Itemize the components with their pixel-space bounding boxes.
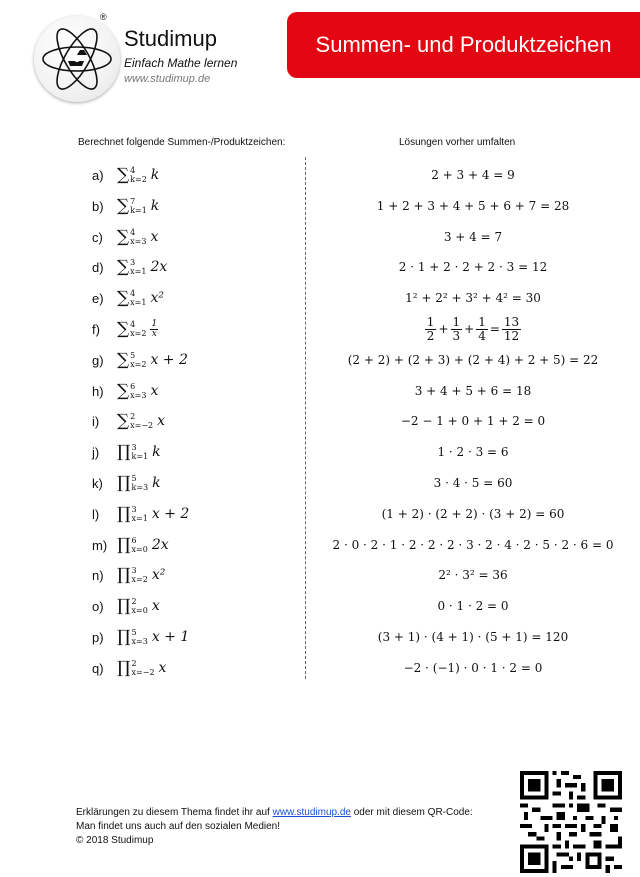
solution-item <box>308 531 638 559</box>
index-limits <box>132 505 148 523</box>
lower-limit: x=3 <box>131 637 148 646</box>
upper-limit: 6 <box>130 382 136 391</box>
solution-text: 3 · 4 · 5 = 60 <box>433 476 513 490</box>
summand-term: k <box>150 167 160 183</box>
solution-fraction <box>476 316 488 343</box>
exercise-item <box>92 253 167 281</box>
qr-code-icon[interactable] <box>520 771 622 873</box>
studimup-logo <box>34 16 120 102</box>
upper-limit: 5 <box>130 351 136 360</box>
operator-symbol: ∏ <box>117 473 131 493</box>
index-limits <box>130 351 146 369</box>
lower-limit: k=2 <box>130 175 147 184</box>
solution-text: 1 + 2 + 3 + 4 + 5 + 6 + 7 = 28 <box>376 199 570 213</box>
solution-item <box>308 654 638 682</box>
index-limits <box>130 412 153 430</box>
exercise-item <box>92 346 188 374</box>
solution-item <box>308 315 638 343</box>
solution-item <box>308 438 638 466</box>
operator-symbol: ∏ <box>117 658 131 678</box>
footer-line-2: Man findet uns auch auf den sozialen Medien! <box>76 821 281 832</box>
summand-term: k <box>152 444 161 460</box>
exercise-item <box>92 623 189 651</box>
upper-limit: 3 <box>131 443 137 452</box>
summand-term: x + 2 <box>151 506 190 522</box>
lower-limit: x=3 <box>130 391 147 400</box>
operator-symbol: ∑ <box>117 288 130 308</box>
fraction-denominator: 3 <box>452 328 461 343</box>
solution-item <box>308 192 638 220</box>
lower-limit: x=2 <box>131 575 148 584</box>
exercise-item <box>92 654 166 682</box>
index-limits <box>132 597 148 615</box>
upper-limit: 7 <box>130 197 136 206</box>
footer-copyright: © 2018 Studimup <box>76 835 154 846</box>
exercise-label: e) <box>92 290 104 306</box>
solution-text: 3 + 4 = 7 <box>443 230 503 244</box>
page-title: Summen- und Produktzeichen <box>315 32 612 57</box>
solution-text: 1 · 2 · 3 = 6 <box>437 445 509 459</box>
lower-limit: x=0 <box>131 606 148 615</box>
index-limits <box>132 659 155 677</box>
upper-limit: 4 <box>130 320 136 329</box>
operator-symbol: ∏ <box>117 535 131 555</box>
lower-limit: x=−2 <box>131 668 155 677</box>
exercise-label: d) <box>92 259 104 275</box>
exercise-item <box>92 500 189 528</box>
solution-item <box>308 407 638 435</box>
operator: + <box>438 322 449 336</box>
solution-item <box>308 223 638 251</box>
index-limits <box>130 320 146 338</box>
solution-fraction <box>451 316 463 343</box>
operator-symbol: ∏ <box>117 627 131 647</box>
exercise-item <box>92 469 161 497</box>
exercise-label: i) <box>92 413 100 429</box>
exercise-item <box>92 407 165 435</box>
upper-limit: 5 <box>131 474 137 483</box>
index-limits <box>132 566 148 584</box>
left-column-heading: Berechnet folgende Summen-/Produktzeichen: <box>78 137 286 148</box>
index-limits <box>130 197 147 215</box>
operator-symbol: ∑ <box>117 165 130 185</box>
index-limits <box>130 228 146 246</box>
solution-text: (3 + 1) · (4 + 1) · (5 + 1) = 120 <box>377 630 569 644</box>
footer-line-1 <box>76 807 473 818</box>
upper-limit: 2 <box>131 659 137 668</box>
index-limits <box>130 258 146 276</box>
operator-symbol: ∑ <box>117 196 130 216</box>
exercise-label: q) <box>92 660 104 676</box>
solution-item <box>308 592 638 620</box>
operator-symbol: ∏ <box>117 504 131 524</box>
upper-limit: 4 <box>130 166 136 175</box>
lower-limit: x=1 <box>131 514 148 523</box>
solution-text: −2 − 1 + 0 + 1 + 2 = 0 <box>400 414 546 428</box>
lower-limit: k=1 <box>130 206 147 215</box>
exercise-label: k) <box>92 475 103 491</box>
solution-item <box>308 377 638 405</box>
fraction-denominator: 12 <box>503 328 520 343</box>
summand-term: k <box>150 198 160 214</box>
exercise-item <box>92 531 169 559</box>
summand-term: x² <box>151 567 166 583</box>
operator-symbol: ∏ <box>117 442 131 462</box>
fraction-numerator: 1 <box>478 314 486 329</box>
operator-symbol: ∑ <box>117 257 130 277</box>
fraction-numerator: 1 <box>151 318 158 329</box>
operator: = <box>489 322 500 336</box>
upper-limit: 3 <box>131 505 137 514</box>
summand-term: x <box>150 229 159 245</box>
operator-symbol: ∏ <box>117 565 131 585</box>
fraction-denominator: x <box>151 328 157 339</box>
summand-term: x <box>157 413 166 429</box>
index-limits <box>130 166 147 184</box>
solution-text: 3 + 4 + 5 + 6 = 18 <box>414 384 532 398</box>
lower-limit: x=2 <box>130 360 147 369</box>
lower-limit: x=−2 <box>130 421 154 430</box>
index-limits <box>130 382 146 400</box>
exercise-item <box>92 561 165 589</box>
registered-mark: ® <box>100 12 107 22</box>
summand-term: x <box>158 660 167 676</box>
solution-item <box>308 469 638 497</box>
lower-limit: x=0 <box>131 545 148 554</box>
column-divider <box>305 157 306 679</box>
solution-text: 2 · 1 + 2 · 2 + 2 · 3 = 12 <box>398 260 548 274</box>
footer-text-after-link: oder mit diesem QR-Code: <box>350 807 473 818</box>
brand-url: www.studimup.de <box>124 73 211 85</box>
upper-limit: 3 <box>130 258 136 267</box>
lower-limit: x=1 <box>130 298 147 307</box>
exercise-label: l) <box>92 506 100 522</box>
lower-limit: x=3 <box>130 237 147 246</box>
lower-limit: k=1 <box>131 452 149 461</box>
solution-text: 2² · 3² = 36 <box>438 568 508 582</box>
operator-symbol: ∑ <box>117 411 130 431</box>
exercise-item <box>92 223 158 251</box>
upper-limit: 5 <box>131 628 137 637</box>
upper-limit: 6 <box>131 536 137 545</box>
exercise-label: h) <box>92 383 104 399</box>
title-banner <box>287 12 640 78</box>
summand-term: x <box>150 383 159 399</box>
exercise-label: n) <box>92 567 104 583</box>
solution-text: −2 · (−1) · 0 · 1 · 2 = 0 <box>403 661 543 675</box>
right-column-heading: Lösungen vorher umfalten <box>399 137 516 148</box>
summand-term: x² <box>150 290 164 306</box>
upper-limit: 2 <box>131 597 137 606</box>
exercise-label: g) <box>92 352 104 368</box>
upper-limit: 2 <box>130 412 136 421</box>
exercise-label: c) <box>92 229 103 245</box>
operator-symbol: ∑ <box>117 227 130 247</box>
operator-symbol: ∑ <box>117 381 130 401</box>
solution-item <box>308 500 638 528</box>
index-limits <box>132 536 148 554</box>
solution-text: (1 + 2) · (2 + 2) · (3 + 2) = 60 <box>381 507 565 521</box>
fraction-denominator: 4 <box>478 328 486 343</box>
exercise-item <box>92 377 158 405</box>
exercise-label: o) <box>92 598 104 614</box>
exercise-item <box>92 192 159 220</box>
fraction-numerator: 1 <box>426 314 435 329</box>
exercise-item <box>92 284 164 312</box>
exercise-label: m) <box>92 537 108 553</box>
summand-term: 2x <box>151 537 169 553</box>
solution-fraction <box>502 316 521 343</box>
summand-term: 2x <box>150 259 168 275</box>
summand-term: x <box>151 598 160 614</box>
operator-symbol: ∑ <box>117 319 130 339</box>
index-limits <box>132 443 149 461</box>
operator-symbol: ∏ <box>117 596 131 616</box>
fraction-denominator: 2 <box>426 328 435 343</box>
lower-limit: x=2 <box>130 329 147 338</box>
upper-limit: 4 <box>130 289 136 298</box>
index-limits <box>132 474 149 492</box>
exercise-label: b) <box>92 198 104 214</box>
exercise-item <box>92 315 158 343</box>
exercise-label: a) <box>92 167 104 183</box>
summand-term: x + 1 <box>151 629 190 645</box>
summand-term: k <box>152 475 161 491</box>
exercise-item <box>92 161 159 189</box>
atom-icon <box>34 16 120 102</box>
solution-fraction <box>425 316 437 343</box>
solution-text: 2 + 3 + 4 = 9 <box>431 168 515 182</box>
brand-tagline: Einfach Mathe lernen <box>124 56 238 70</box>
website-link[interactable]: www.studimup.de <box>272 807 351 818</box>
upper-limit: 4 <box>130 228 136 237</box>
solution-item <box>308 561 638 589</box>
lower-limit: k=3 <box>131 483 149 492</box>
exercise-label: f) <box>92 321 100 337</box>
summand-term: x + 2 <box>150 352 188 368</box>
solution-text: 2 · 0 · 2 · 1 · 2 · 2 · 2 · 3 · 2 · 4 · 2 · 5 · 2 · 6 = 0 <box>332 538 614 552</box>
brand-name: Studimup <box>124 26 217 51</box>
upper-limit: 3 <box>131 566 137 575</box>
exercise-item <box>92 438 161 466</box>
solution-item <box>308 253 638 281</box>
exercise-item <box>92 592 160 620</box>
solution-item <box>308 161 638 189</box>
operator: + <box>464 322 475 336</box>
fraction-numerator: 13 <box>503 314 520 329</box>
solution-text: 0 · 1 · 2 = 0 <box>437 599 509 613</box>
index-limits <box>132 628 148 646</box>
fraction-term <box>150 320 158 339</box>
fraction-numerator: 1 <box>452 314 461 329</box>
operator-symbol: ∑ <box>117 350 130 370</box>
solution-item <box>308 284 638 312</box>
lower-limit: x=1 <box>130 267 147 276</box>
solution-item <box>308 623 638 651</box>
footer-text-before-link: Erklärungen zu diesem Thema findet ihr auf <box>76 807 273 818</box>
index-limits <box>130 289 146 307</box>
solution-text: (2 + 2) + (2 + 3) + (2 + 4) + 2 + 5) = 22 <box>347 353 599 367</box>
solution-text: 1² + 2² + 3² + 4² = 30 <box>405 291 541 305</box>
solution-item <box>308 346 638 374</box>
exercise-label: p) <box>92 629 104 645</box>
exercise-label: j) <box>92 444 100 460</box>
